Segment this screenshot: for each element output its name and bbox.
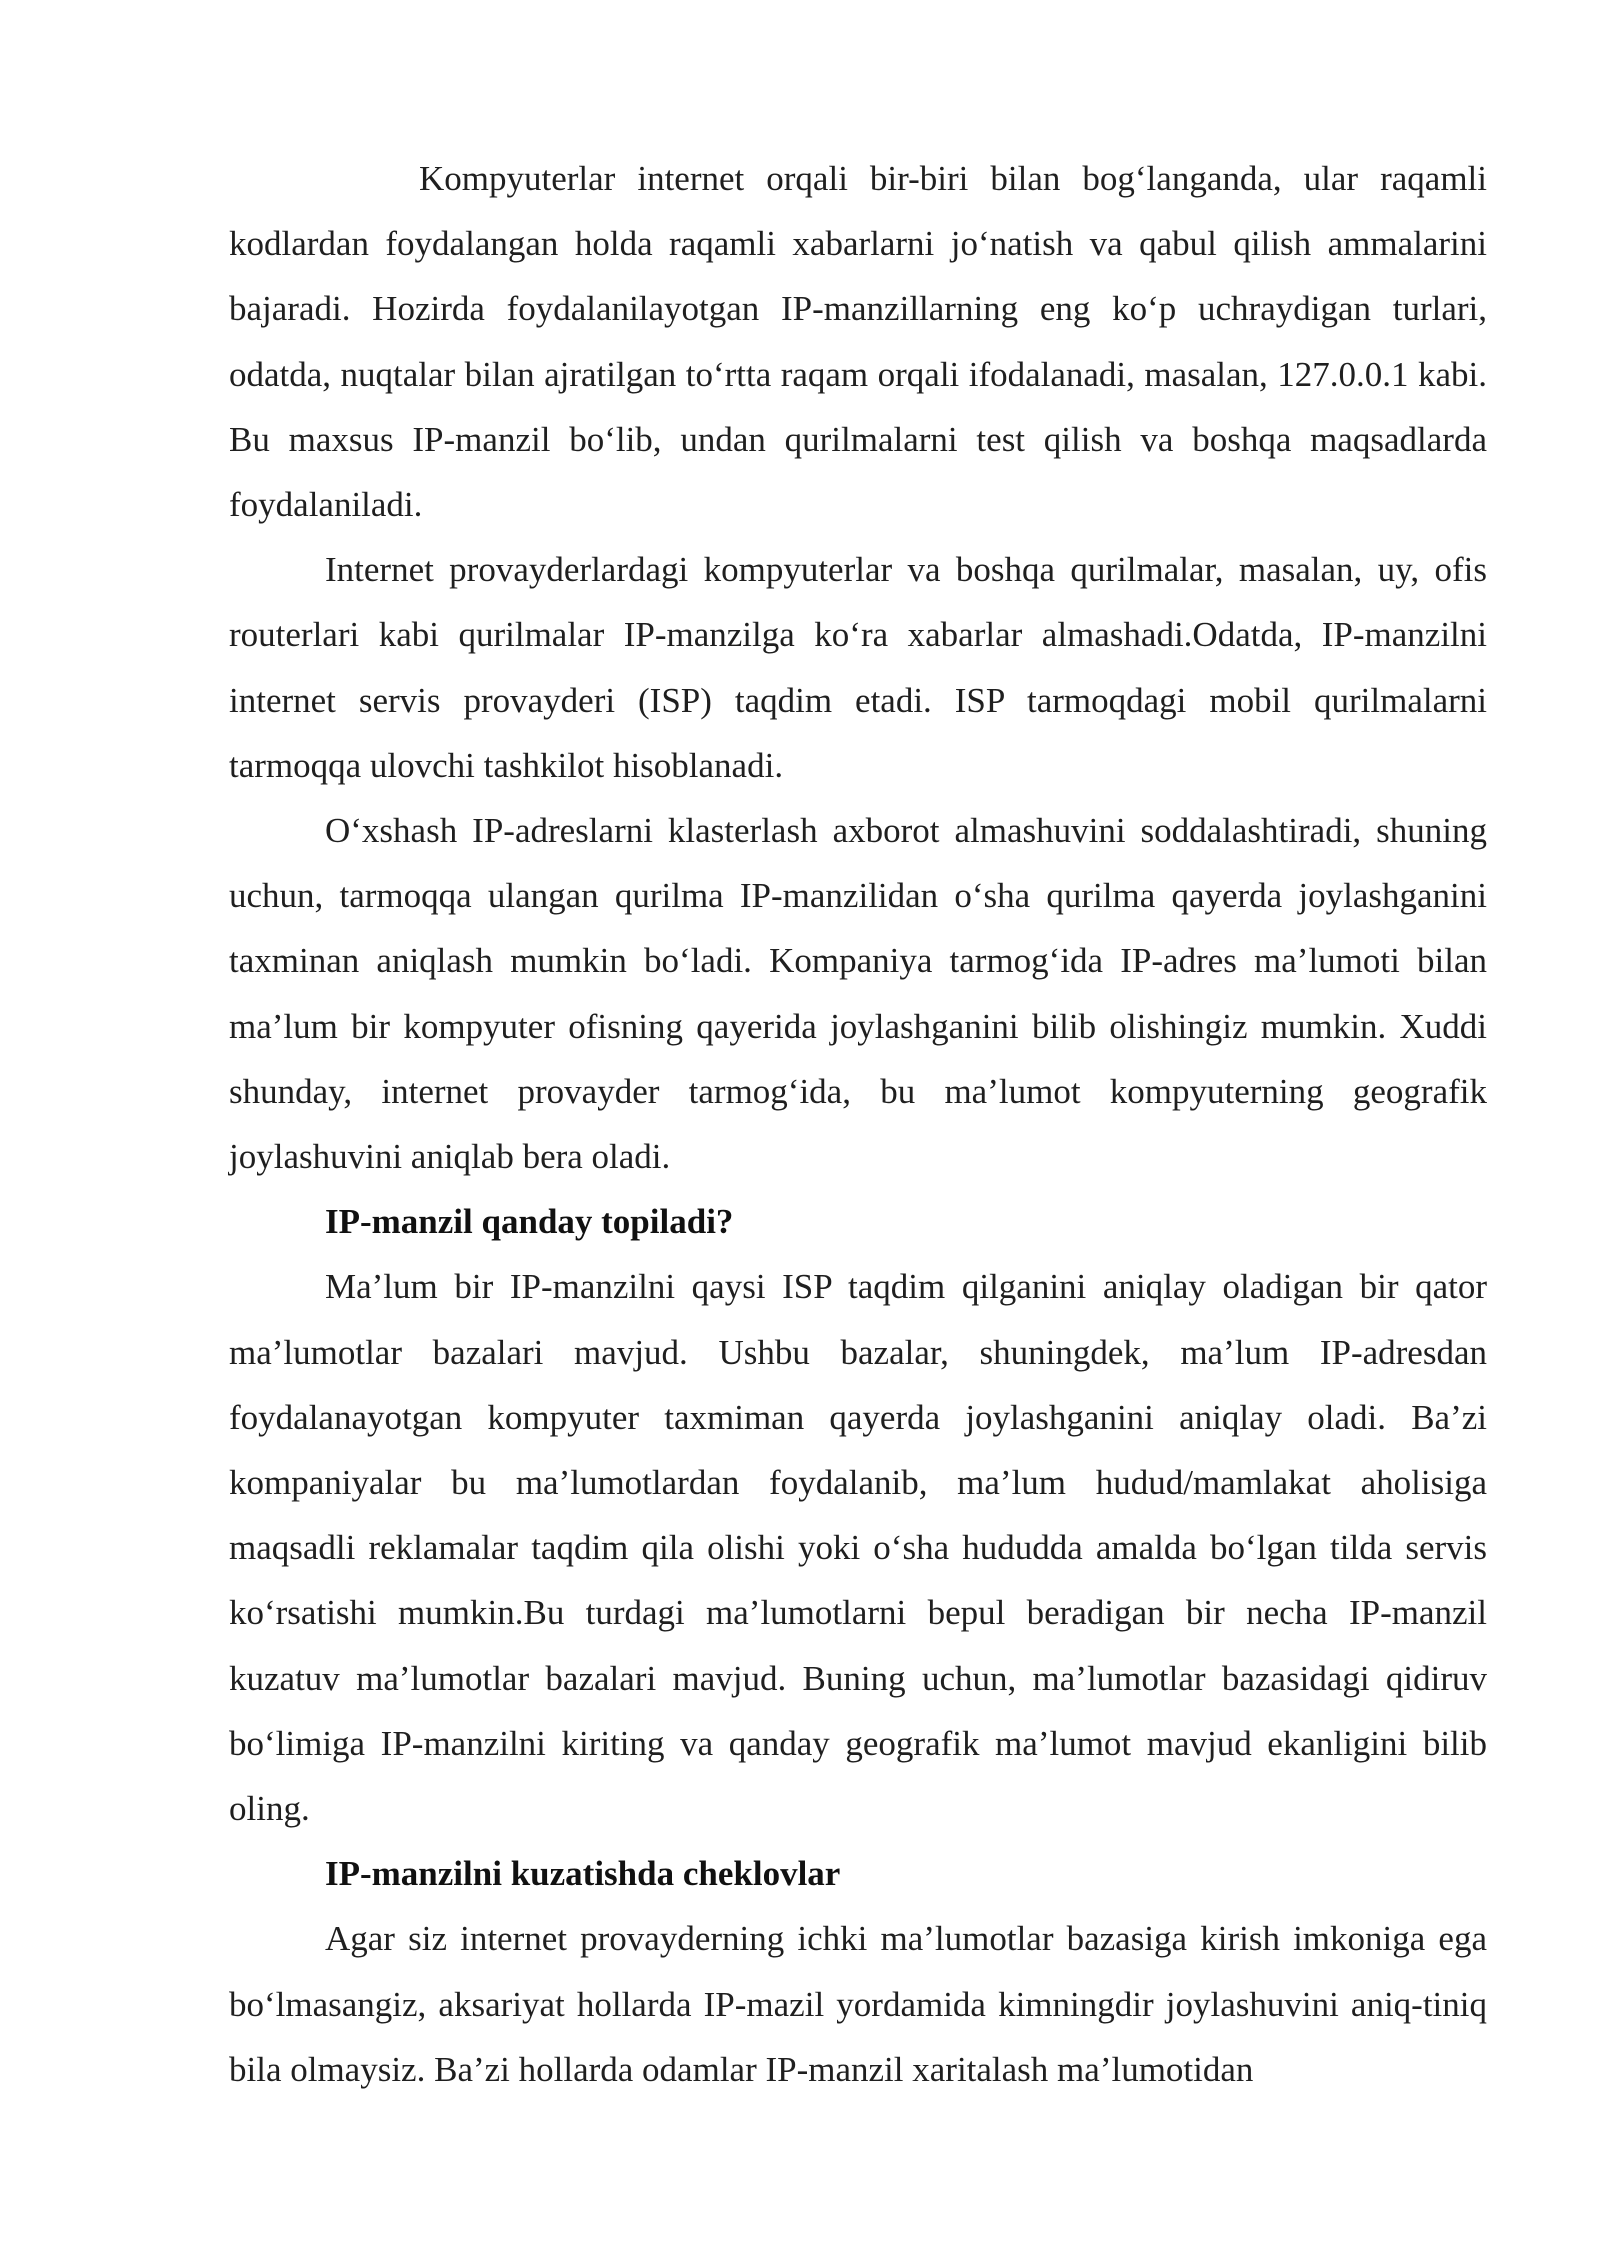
paragraph-clustering: O‘xshash IP-adreslarni klasterlash axborot almashuvini soddalashtiradi, shuning uchun, tarmoqqa ulangan qurilma IP-manzilidan o‘sha qurilma qayerda joylashganini taxminan aniqlash mumkin bo‘ladi. Kompaniya tarmog‘ida IP-adres ma’lumoti bilan ma’lum bir kompyuter ofisning qayerida joylashganini bilib olishingiz mumkin. Xuddi shunday, internet provayder tarmog‘ida, bu ma’lumot kompyuterning geografik joylashuvini aniqlab bera oladi. [229, 811, 1487, 1177]
heading-how-ip-found: IP-manzil qanday topiladi? [325, 1202, 734, 1242]
paragraph-databases: Ma’lum bir IP-manzilni qaysi ISP taqdim qilganini aniqlay oladigan bir qator ma’lumotlar bazalari mavjud. Ushbu bazalar, shuningdek, ma’lum IP-adresdan foydalanayotgan kompyuter taxmiman qayerda joylashganini aniqlay oladi. Ba’zi kompaniyalar bu ma’lumotlardan foydalanib, ma’lum hudud/mamlakat aholisiga maqsadli reklamalar taqdim qila olishi yoki o‘sha hududda amalda bo‘lgan tilda servis ko‘rsatishi mumkin.Bu turdagi ma’lumotlarni bepul beradigan bir necha IP-manzil kuzatuv ma’lumotlar bazalari mavjud. Buning uchun, ma’lumotlar bazasidagi qidiruv bo‘limiga IP-manzilni kiriting va qanday geografik ma’lumot mavjud ekanligini bilib oling. [229, 1267, 1487, 1829]
paragraph-limits: Agar siz internet provayderning ichki ma’lumotlar bazasiga kirish imkoniga ega bo‘lmasangiz, aksariyat hollarda IP-mazil yordamida kimningdir joylashuvini aniq-tiniq bila olmaysiz. Ba’zi hollarda odamlar IP-manzil xaritalash ma’lumotidan [229, 1919, 1487, 2089]
heading-tracking-limits: IP-manzilni kuzatishda cheklovlar [325, 1854, 841, 1894]
paragraph-isp: Internet provayderlardagi kompyuterlar va boshqa qurilmalar, masalan, uy, ofis routerlari kabi qurilmalar IP-manzilga ko‘ra xabarlar almashadi.Odatda, IP-manzilni internet servis provayderi (ISP) taqdim etadi. ISP tarmoqdagi mobil qurilmalarni tarmoqqa ulovchi tashkilot hisoblanadi. [229, 550, 1487, 785]
paragraph-ip-intro: Kompyuterlar internet orqali bir-biri bilan bog‘langanda, ular raqamli kodlardan foydalangan holda raqamli xabarlarni jo‘natish va qabul qilish ammalarini bajaradi. Hozirda foydalanilayotgan IP-manzillarning eng ko‘p uchraydigan turlari, odatda, nuqtalar bilan ajratilgan to‘rtta raqam orqali ifodalanadi, masalan, 127.0.0.1 kabi. Bu maxsus IP-manzil bo‘lib, undan qurilmalarni test qilish va boshqa maqsadlarda foydalaniladi. [229, 159, 1487, 525]
document-body [229, 146, 1487, 2102]
